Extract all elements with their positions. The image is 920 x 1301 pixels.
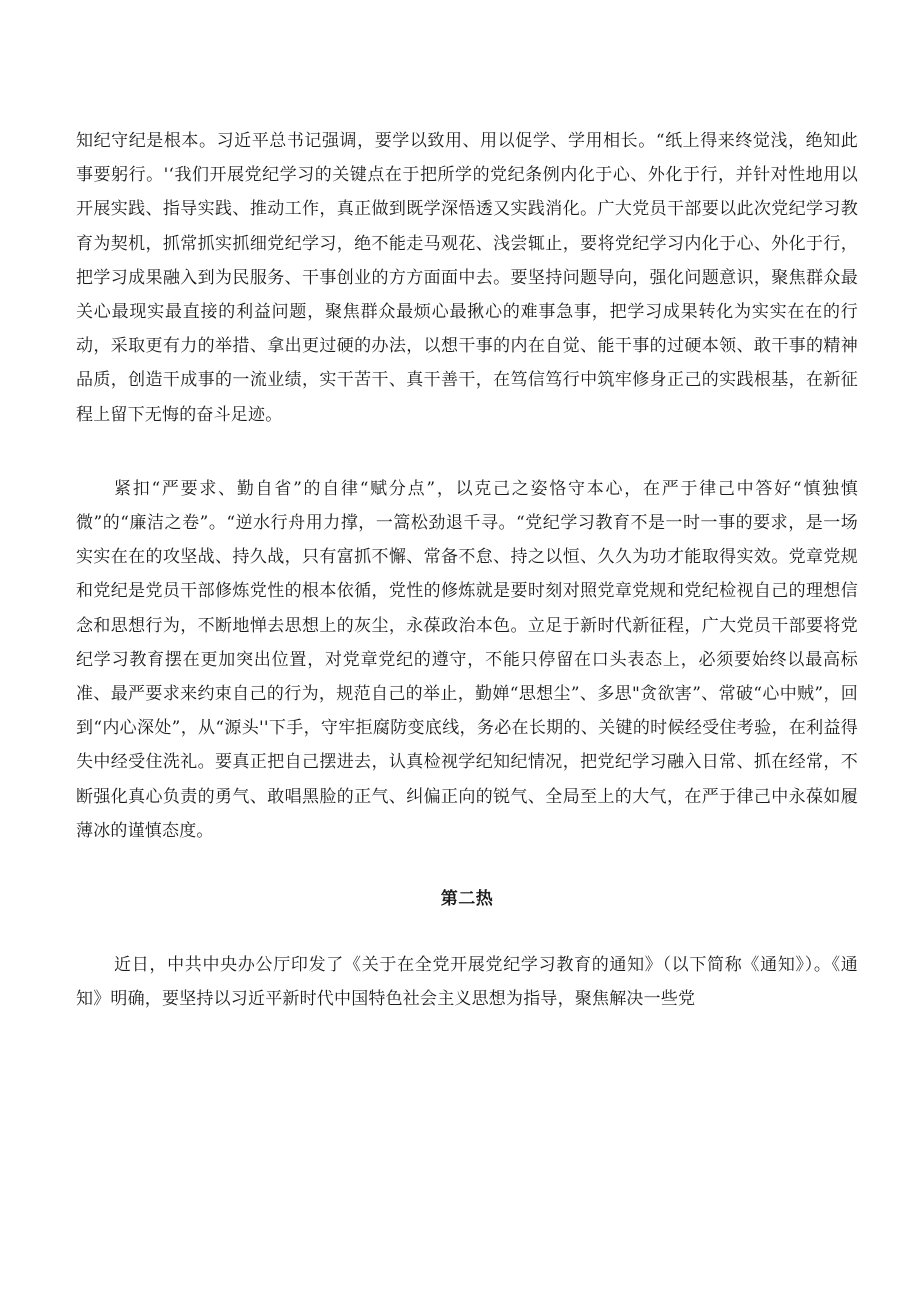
section-heading: 第二热 [440,889,494,910]
paragraph-notice: 近日，中共中央办公厅印发了《关于在全党开展党纪学习教育的通知》（以下简称《通知》）。《通知》明确，要坚持以习近平新时代中国特色社会主义思想为指导，聚焦解决一些党 [76,955,858,1010]
paragraph-self-discipline: 紧扣“严要求、勤自省”的自律“赋分点”，以克己之姿恪守本心，在严于律己中答好“慎独慎微”的“廉洁之卷”。“逆水行舟用力撑，一篙松劲退千寻。“党纪学习教育不是一时一事的要求，是一场实实在在的攻坚战、持久战，只有富抓不懈、常备不怠、持之以恒、久久为功才能取得实效。党章党规和党纪是党员干部修炼党性的根本依循，党性的修炼就是要时刻对照党章党规和党纪检视自己的理想信念和思想行为，不断地惮去思想上的灰尘，永葆政治本色。立足于新时代新征程，广大党员干部要将党纪学习教育摆在更加突出位置，对党章党纪的遵守，不能只停留在口头表态上，必须要始终以最高标准、最严要求来约束自己的行为，规范自己的举止，勤婵“思想尘”、多思"贪欲害”、常破“心中贼”，回到“内心深处”，从“源头''下手，守牢拒腐防变底线，务必在长期的、关键的时候经受住考验，在利益得失中经受住洗礼。要真正把自己摆进去，认真检视学纪知纪情况，把党纪学习融入日常、抓在经常，不断强化真心负责的勇气、敢唱黑脸的正气、纠偏正向的锐气、全局至上的大气，在严于律己中永葆如履薄冰的谨慎态度。 [76,478,858,841]
document-page [76,124,858,1016]
paragraph-discipline-study: 知纪守纪是根本。习近平总书记强调，要学以致用、用以促学、学用相长。“纸上得来终觉浅，绝知此事要躬行。'‘我们开展党纪学习的关键点在于把所学的党纪条例内化于心、外化于行，并针对性地用以开展实践、指导实践、推动工作，真正做到既学深悟透又实践消化。广大党员干部要以此次党纪学习教育为契机，抓常抓实抓细党纪学习，绝不能走马观花、浅尝辄止，要将党纪学习内化于心、外化于行，把学习成果融入到为民服务、干事创业的方方面面中去。要坚持问题导向，强化问题意识，聚焦群众最关心最现实最直接的利益问题，聚焦群众最烦心最揪心的难事急事，把学习成果转化为实实在在的行动，采取更有力的举措、拿出更过硬的办法，以想干事的内在自觉、能干事的过硬本领、敢干事的精神品质，创造干成事的一流业绩，实干苦干、真干善干，在笃信笃行中筑牢修身正己的实践根基，在新征程上留下无悔的奋斗足迹。 [76,131,858,425]
